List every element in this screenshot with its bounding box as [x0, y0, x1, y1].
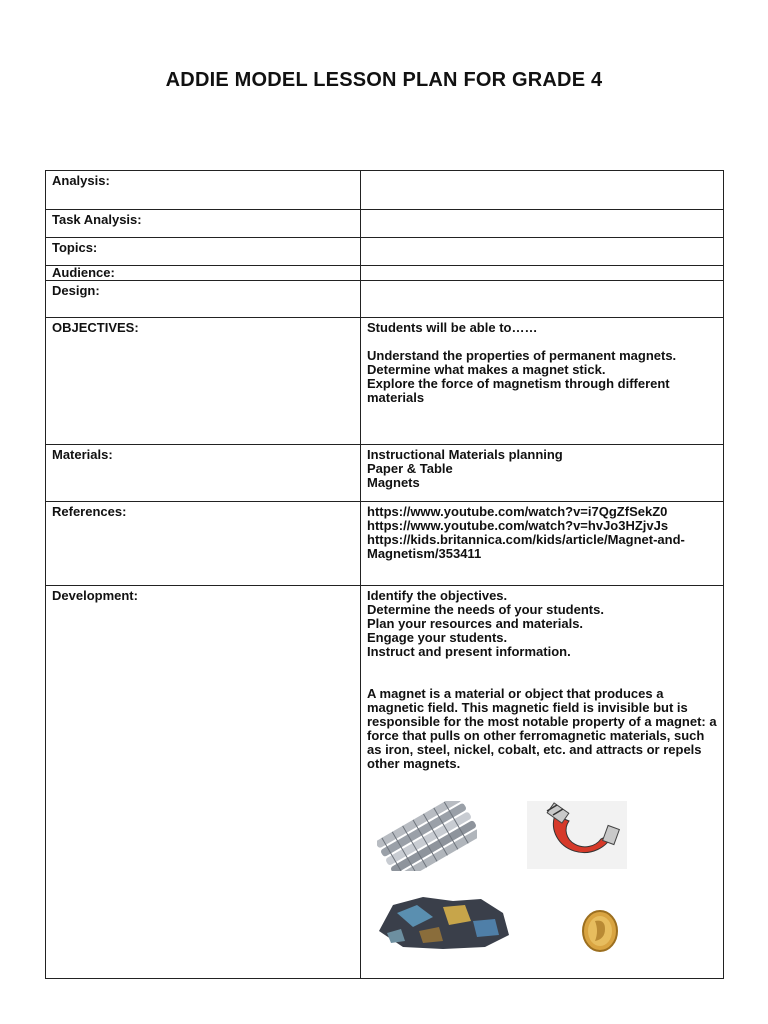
gold-coin-image: [581, 909, 619, 953]
image-area: [367, 771, 717, 951]
objectives-label: OBJECTIVES:: [46, 318, 361, 445]
task-analysis-value: [361, 210, 724, 238]
development-step: Determine the needs of your students.: [367, 602, 604, 617]
reference-link[interactable]: https://www.youtube.com/watch?v=i7QgZfSekZ0: [367, 504, 668, 519]
materials-row: [46, 445, 724, 502]
materials-label: Materials:: [46, 445, 361, 502]
topics-row: [46, 238, 724, 266]
references-cell: [361, 502, 724, 586]
development-step: Identify the objectives.: [367, 588, 508, 603]
analysis-row: [46, 171, 724, 210]
material-item: Paper & Table: [367, 461, 453, 476]
development-heading: Development:: [46, 586, 361, 979]
design-heading: Design:: [46, 281, 361, 318]
materials-cell: [361, 445, 724, 502]
document-title: ADDIE MODEL LESSON PLAN FOR GRADE 4: [165, 69, 603, 91]
task-analysis-row: [46, 210, 724, 238]
mineral-rock-image: [373, 891, 513, 951]
development-step: Instruct and present information.: [367, 644, 571, 659]
magnet-paragraph: A magnet is a material or object that produces a magnetic field. This magnetic field is invisible but is responsible for the most notable property of a magnet: a force that pulls on other ferromagnetic materials, such as iron, steel, nickel, cobalt, etc. and attracts or repels other magnets.: [367, 686, 717, 771]
topics-value: [361, 238, 724, 266]
objective-item: Determine what makes a magnet stick.: [367, 362, 606, 377]
topics-label: Topics:: [46, 238, 361, 266]
design-row: [46, 281, 724, 318]
development-cell: [361, 586, 724, 979]
horseshoe-magnet-image: [527, 801, 627, 869]
material-item: Magnets: [367, 475, 420, 490]
analysis-heading: Analysis:: [46, 171, 361, 210]
development-row: [46, 586, 724, 979]
audience-label: Audience:: [46, 266, 361, 281]
steel-rebar-image: [377, 801, 477, 871]
reference-link[interactable]: https://kids.britannica.com/kids/article/Magnet-and-Magnetism/353411: [367, 532, 685, 561]
references-row: [46, 502, 724, 586]
references-label: References:: [46, 502, 361, 586]
audience-value: [361, 266, 724, 281]
objectives-intro: Students will be able to……: [367, 320, 538, 335]
objective-item: Understand the properties of permanent magnets.: [367, 348, 677, 363]
objectives-row: [46, 318, 724, 445]
lesson-plan-table: [45, 170, 724, 979]
design-value: [361, 281, 724, 318]
reference-link[interactable]: https://www.youtube.com/watch?v=hvJo3HZjvJs: [367, 518, 669, 533]
objectives-cell: [361, 318, 724, 445]
material-item: Instructional Materials planning: [367, 447, 563, 462]
development-step: Plan your resources and materials.: [367, 616, 584, 631]
objective-item: Explore the force of magnetism through different materials: [367, 376, 670, 405]
task-analysis-label: Task Analysis:: [46, 210, 361, 238]
analysis-value: [361, 171, 724, 210]
audience-row: [46, 266, 724, 281]
development-step: Engage your students.: [367, 630, 508, 645]
